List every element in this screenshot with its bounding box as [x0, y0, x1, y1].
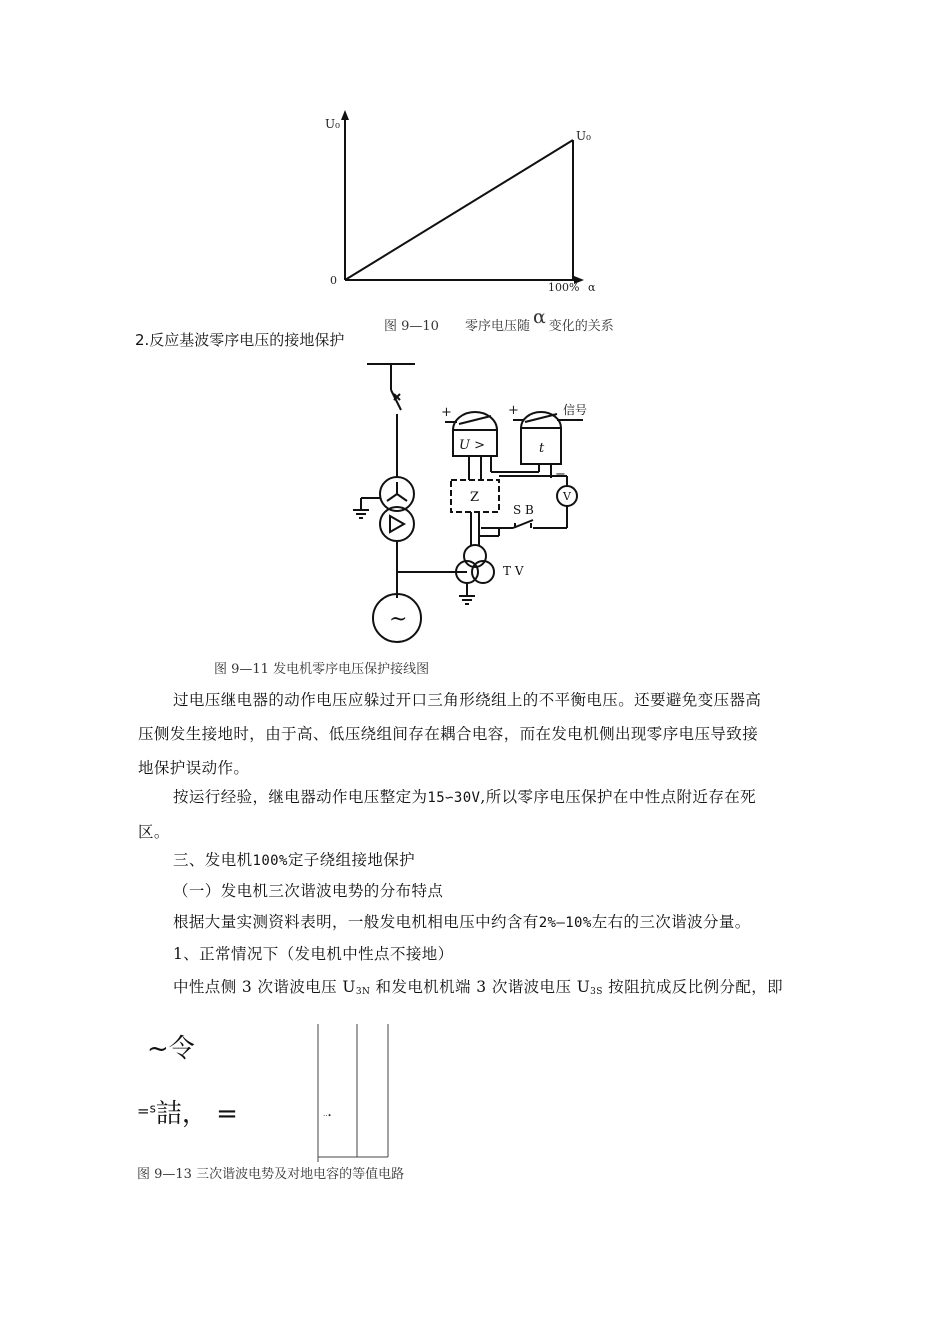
- plus-label-u: +: [441, 405, 452, 420]
- y-axis-label: U₀: [325, 117, 340, 131]
- formula-line-1: ~令: [147, 1034, 195, 1064]
- paragraph1-line3: 地保护误动作。: [138, 759, 250, 777]
- figure-9-11-caption: 图 9—11 发电机零序电压保护接线图: [214, 662, 430, 677]
- tv-label: T V: [503, 564, 524, 578]
- paragraph4-sub1: 3N: [355, 987, 371, 997]
- formula-line-2: [137, 1093, 238, 1130]
- origin-label: 0: [330, 274, 337, 287]
- delta-symbol: [390, 516, 404, 532]
- x-tick-label: 100%: [548, 281, 580, 294]
- voltage-line: [345, 140, 573, 280]
- paragraph3-c: 左右的三次谐波分量。: [591, 913, 751, 931]
- paragraph-relay-setting: [138, 780, 828, 849]
- paragraph4-b: 和发电机机端 3 次谐波电压 U: [370, 978, 591, 996]
- caption-prefix: 图 9—10 零序电压随: [384, 319, 530, 334]
- voltmeter-label: V: [563, 490, 571, 503]
- paragraph2-line2: 区。: [138, 823, 170, 841]
- paragraph-overvoltage-relay: [138, 683, 828, 785]
- paragraph2-text-c: ,所以零序电压保护在中性点附近存在死: [480, 788, 757, 806]
- item-normal-case: 1、正常情况下（发电机中性点不接地）: [173, 945, 454, 963]
- relay-u-label: U >: [459, 438, 485, 453]
- figure-9-11-circuit: [345, 360, 600, 660]
- paragraph1-line1: 过电压继电器的动作电压应躲过开口三角形绕组上的不平衡电压。还要避免变压器高: [173, 691, 762, 709]
- heading3-a: 三、发电机: [173, 851, 253, 869]
- relay-u-contact: [459, 416, 491, 424]
- paragraph2-text-a: 按运行经验，继电器动作电压整定为: [173, 788, 428, 806]
- small-mark: ··•: [323, 1112, 332, 1120]
- paragraph3-b: 2%—10%: [538, 915, 592, 931]
- end-label: U₀: [576, 129, 591, 143]
- figure-9-13-frame: [315, 1024, 395, 1164]
- plus-label-t: +: [508, 403, 519, 418]
- paragraph-harmonic-content: [173, 905, 751, 940]
- caption-suffix: 变化的关系: [548, 319, 614, 334]
- paragraph1-line2: 压侧发生接地时，由于高、低压绕组间存在耦合电容，而在发电机侧出现零序电压导致接: [138, 725, 759, 743]
- paragraph4-c: 按阻抗成反比例分配，即: [602, 978, 784, 996]
- paragraph4-sub2: 3S: [590, 987, 603, 997]
- paragraph-voltage-distribution: [173, 970, 783, 1009]
- caption-symbol: α: [532, 306, 546, 328]
- minus-label: −: [555, 467, 566, 482]
- section-2-heading: 2.反应基波零序电压的接地保护: [135, 331, 345, 349]
- paragraph4-a: 中性点侧 3 次谐波电压 U: [173, 978, 356, 996]
- subheading-third-harmonic: （一）发电机三次谐波电势的分布特点: [173, 882, 444, 900]
- heading3-c: 定子绕组接地保护: [287, 851, 416, 869]
- paragraph2-range: 15∽30V: [427, 790, 481, 806]
- formula-rest: 詰， =: [155, 1099, 238, 1129]
- star-2: [387, 494, 397, 501]
- formula-eq: =: [137, 1102, 150, 1120]
- figure-9-13-caption: 图 9—13 三次谐波电势及对地电容的等值电路: [137, 1167, 405, 1182]
- paragraph2-line1: [138, 780, 828, 815]
- z-label: Z: [470, 490, 480, 505]
- section-3-heading: [173, 843, 415, 878]
- star-3: [397, 494, 407, 501]
- sb-label: S B: [513, 503, 534, 517]
- relay-t-label: t: [539, 441, 545, 456]
- y-axis-arrow: [341, 110, 349, 120]
- figure-9-10-plot: [320, 100, 610, 300]
- paragraph3-a: 根据大量实测资料表明，一般发电机相电压中约含有: [173, 913, 539, 931]
- figure-9-10-caption: [384, 306, 614, 335]
- transformer-winding-lower: [380, 507, 414, 541]
- formula-sup: s: [149, 1101, 156, 1116]
- heading3-b: 100%: [252, 853, 288, 869]
- generator-symbol: ~: [389, 607, 408, 632]
- x-axis-label: α: [588, 281, 596, 294]
- signal-label: 信号: [563, 403, 588, 417]
